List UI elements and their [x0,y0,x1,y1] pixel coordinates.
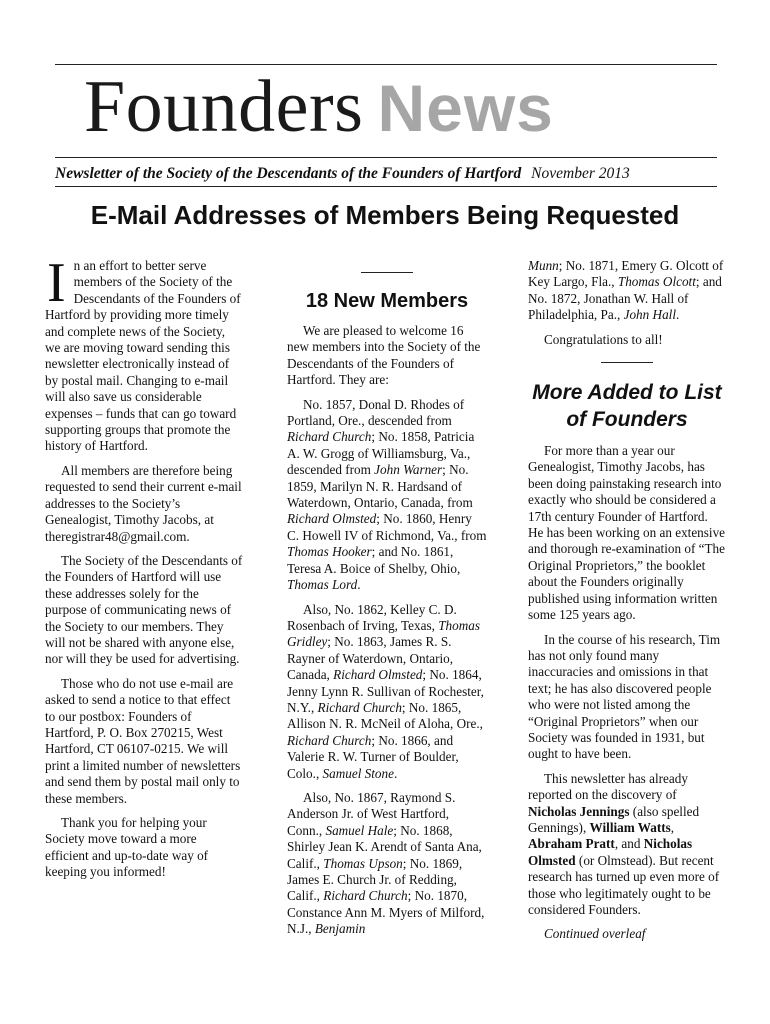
masthead-news: News [377,71,554,145]
article-text: n an effort to better serve members of the Society of the Descendants of the Founders of Hartford by providing more timely and complete news of the Society, we are moving toward sending this newsletter electronically instead of by postal mail. Changing to e-mail will also save us considerable expenses – funds that can go toward supporting groups that promote the history of Hartford. [45,258,241,454]
main-headline: E-Mail Addresses of Members Being Requested [90,200,680,230]
issue-date: November 2013 [531,165,630,182]
newsletter-tagline: Newsletter of the Society of the Descendants of the Founders of Hartford [55,165,522,182]
masthead-subtitle [55,165,630,183]
column-new-members [287,258,487,946]
members-intro: We are pleased to welcome 16 new members into the Society of the Descendants of the Founders of Hartford. They are: [287,323,481,388]
founders-paragraph: In the course of his research, Tim has not only found many inaccuracies and omissions in that text; he has also discovered people who were not listed among the “Original Proprietors” when our Society was founded in 1931, but ought to have been. [528,631,721,762]
members-paragraph: Also, No. 1867, Raymond S. Anderson Jr. of West Hartford, Conn., Samuel Hale; No. 1868, Shirley Jean K. Arendt of Santa Ana, Calif., Thomas Upson; No. 1869, James E. Church Jr. of Redding, Calif., Richard Church; No. 1870, Constance Ann M. Myers of Milford, N.J., Benjamin [287,789,485,937]
members-paragraph-continued: Munn; No. 1871, Emery G. Olcott of Key Largo, Fla., Thomas Olcott; and No. 1872, Jonathan W. Hall of Philadelphia, Pa., John Hall. [528,258,724,323]
masthead-rule [55,157,717,158]
article-paragraph [45,252,243,455]
new-members-heading: 18 New Members [305,290,469,312]
more-founders-heading: More Added to List of Founders [532,381,722,432]
article-paragraph: All members are therefore being requested to send their current e-mail addresses to the Society’s Genealogist, Timothy Jacobs, at theregistrar48@gmail.com. [45,462,242,544]
congratulations-line: Congratulations to all! [544,331,663,347]
members-paragraph: No. 1857, Donal D. Rhodes of Portland, Ore., descended from Richard Church; No. 1858, Patricia A. W. Grogg of Williamsburg, Va., descended from John Warner; No. 1859, Marilyn N. R. Hardsand of Waterdown, Ontario, Canada, from Richard Olmsted; No. 1860, Henry C. Howell IV of Richmond, Va., from Thomas Hooker; and No. 1861, Teresa A. Boice of Shelby, Ohio, Thomas Lord. [287,396,487,593]
section-divider [361,272,413,273]
article-paragraph: Thank you for helping your Society move toward a more efficient and up-to-date way of keeping you informed! [45,815,209,880]
continued-overleaf: Continued overleaf [544,926,646,942]
top-rule [55,64,717,65]
column-email-article [45,252,243,889]
founders-paragraph: This newsletter has already reported on the discovery of Nicholas Jennings (also spelled Gennings), William Watts, Abraham Pratt, and Nicholas Olmsted (or Olmstead). But recent research has turned up even more of those who legitimately ought to be considered Founders. [528,770,720,917]
article-paragraph: The Society of the Descendants of the Founders of Hartford will use these addresses solely for the purpose of communicating news of the Society to our members. They will not be shared with anyone else, nor will they be used for advertising. [45,552,243,667]
members-paragraph: Also, No. 1862, Kelley C. D. Rosenbach of Irving, Texas, Thomas Gridley; No. 1863, James R. S. Rayner of Waterdown, Ontario, Canada, Richard Olmsted; No. 1864, Jenny Lynn R. Sullivan of Rochester, N.Y., Richard Church; No. 1865, Allison N. R. McNeil of Aloha, Ore., Richard Church; No. 1866, and Valerie R. W. Turner of Boulder, Colo., Samuel Stone. [287,601,484,781]
drop-cap: I [47,252,66,314]
column-founders-list [528,258,726,951]
article-paragraph: Those who do not use e-mail are asked to send a notice to that effect to our postbox: Founders of Hartford, P. O. Box 270215, West Hartford, CT 06107-0215. We will print a limited number of newsletters and send them by postal mail only to these members. [45,675,241,806]
subtitle-rule [55,186,717,187]
founders-paragraph: For more than a year our Genealogist, Timothy Jacobs, has been doing painstaking research into exactly who should be considered a 17th century Founder of Hartford. He has been working on an extensive and thorough re-examination of “The Original Proprietors,” the booklet about the Founders originally published using information written some 125 years ago. [528,443,726,623]
section-divider [601,362,653,363]
masthead [84,66,554,148]
masthead-founders: Founders [84,66,364,148]
